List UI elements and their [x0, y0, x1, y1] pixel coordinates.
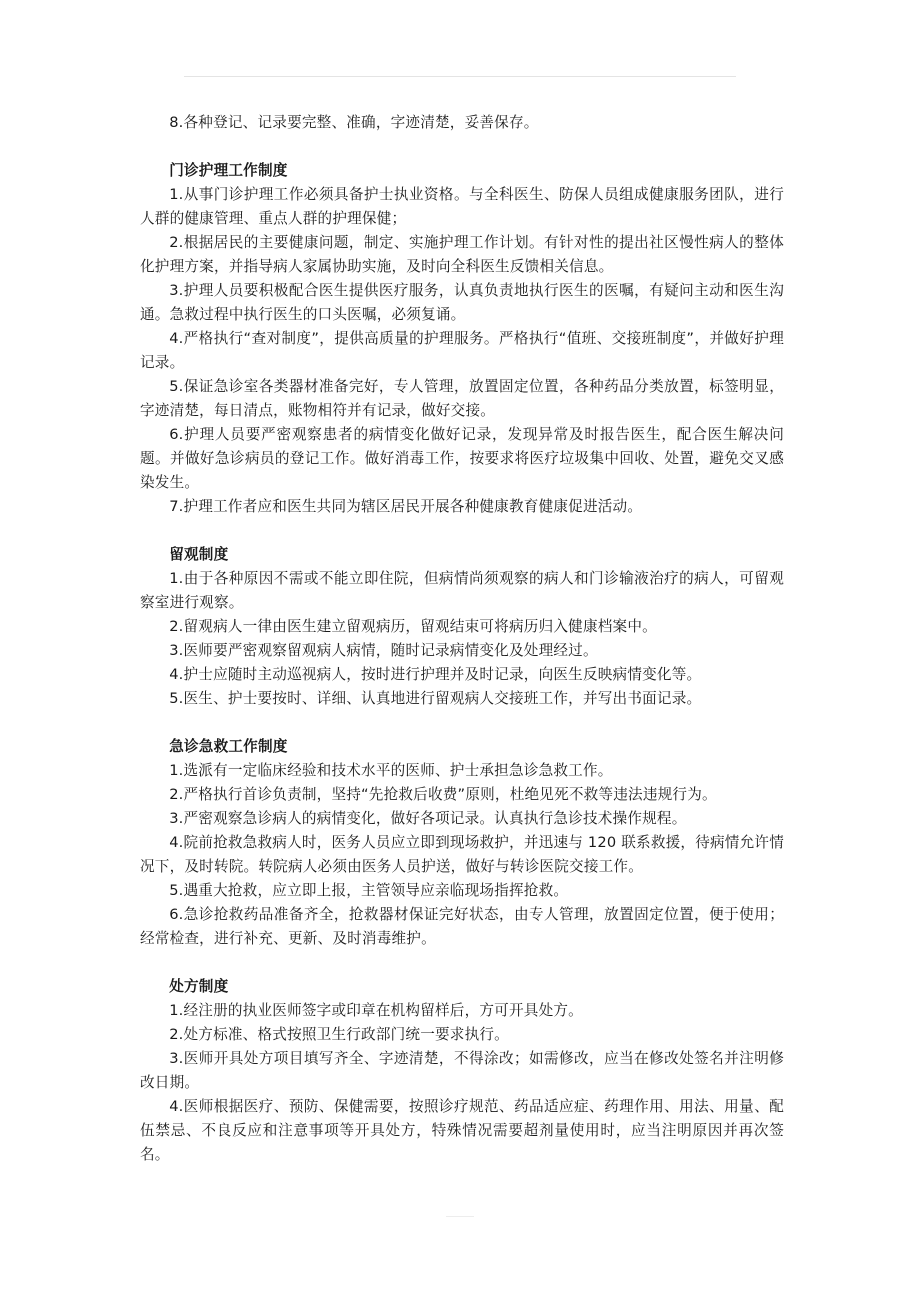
section-item: 4.院前抢救急救病人时，医务人员应立即到现场救护，并迅速与 120 联系救援，待病情允许情况下，及时转院。转院病人必须由医务人员护送，做好与转诊医院交接工作。 — [140, 834, 784, 875]
section-outpatient-nursing — [140, 159, 784, 519]
section-item: 6.急诊抢救药品准备齐全，抢救器材保证完好状态，由专人管理，放置固定位置，便于使用；经常检查，进行补充、更新、及时消毒维护。 — [140, 906, 784, 947]
section-item: 2.严格执行首诊负责制，坚持“先抢救后收费”原则，杜绝见死不救等违法违规行为。 — [169, 786, 717, 803]
section-item: 6.护理人员要严密观察患者的病情变化做好记录，发现异常及时报告医生，配合医生解决问题。并做好急诊病员的登记工作。做好消毒工作，按要求将医疗垃圾集中回收、处置，避免交叉感染发生。 — [140, 426, 784, 491]
section-prescription — [140, 975, 784, 1167]
section-observation — [140, 543, 784, 711]
intro-paragraph: 8.各种登记、记录要完整、准确，字迹清楚，妥善保存。 — [169, 114, 539, 131]
section-item: 7.护理工作者应和医生共同为辖区居民开展各种健康教育健康促进活动。 — [169, 498, 643, 515]
section-emergency — [140, 735, 784, 951]
section-item: 2.留观病人一律由医生建立留观病历，留观结束可将病历归入健康档案中。 — [169, 618, 657, 635]
section-item: 3.严密观察急诊病人的病情变化，做好各项记录。认真执行急诊技术操作规程。 — [169, 810, 687, 827]
section-item: 1.经注册的执业医师签字或印章在机构留样后，方可开具处方。 — [169, 1002, 583, 1019]
section-item: 4.护士应随时主动巡视病人，按时进行护理并及时记录，向医生反映病情变化等。 — [169, 666, 702, 683]
section-item: 1.选派有一定临床经验和技术水平的医师、护士承担急诊急救工作。 — [169, 762, 613, 779]
section-title: 门诊护理工作制度 — [169, 162, 288, 179]
section-item: 3.护理人员要积极配合医生提供医疗服务，认真负责地执行医生的医嘱，有疑问主动和医生沟通。急救过程中执行医生的口头医嘱，必须复诵。 — [140, 282, 784, 323]
section-item: 1.从事门诊护理工作必须具备护士执业资格。与全科医生、防保人员组成健康服务团队，进行人群的健康管理、重点人群的护理保健； — [140, 186, 784, 227]
section-item: 3.医师要严密观察留观病人病情，随时记录病情变化及处理经过。 — [169, 642, 598, 659]
section-title: 留观制度 — [169, 546, 229, 563]
section-item: 5.医生、护士要按时、详细、认真地进行留观病人交接班工作，并写出书面记录。 — [169, 690, 702, 707]
document-body — [140, 111, 784, 1167]
section-item: 2.根据居民的主要健康问题，制定、实施护理工作计划。有针对性的提出社区慢性病人的整体化护理方案，并指导病人家属协助实施，及时向全科医生反馈相关信息。 — [140, 234, 784, 275]
footer-mark — [446, 1216, 474, 1221]
section-item: 1.由于各种原因不需或不能立即住院，但病情尚须观察的病人和门诊输液治疗的病人，可留观察室进行观察。 — [140, 570, 784, 611]
section-title: 处方制度 — [169, 978, 229, 995]
section-item: 5.保证急诊室各类器材准备完好，专人管理，放置固定位置，各种药品分类放置，标签明显，字迹清楚，每日清点，账物相符并有记录，做好交接。 — [140, 378, 784, 419]
section-item: 2.处方标准、格式按照卫生行政部门统一要求执行。 — [169, 1026, 509, 1043]
section-item: 3.医师开具处方项目填写齐全、字迹清楚，不得涂改；如需修改，应当在修改处签名并注明修改日期。 — [140, 1050, 784, 1091]
section-title: 急诊急救工作制度 — [169, 738, 288, 755]
section-item: 5.遇重大抢救，应立即上报，主管领导应亲临现场指挥抢救。 — [169, 882, 569, 899]
section-item: 4.严格执行“查对制度”，提供高质量的护理服务。严格执行“值班、交接班制度”，并做好护理记录。 — [140, 330, 784, 371]
header-rule — [184, 76, 736, 77]
section-item: 4.医师根据医疗、预防、保健需要，按照诊疗规范、药品适应症、药理作用、用法、用量、配伍禁忌、不良反应和注意事项等开具处方，特殊情况需要超剂量使用时，应当注明原因并再次签名。 — [140, 1098, 784, 1163]
